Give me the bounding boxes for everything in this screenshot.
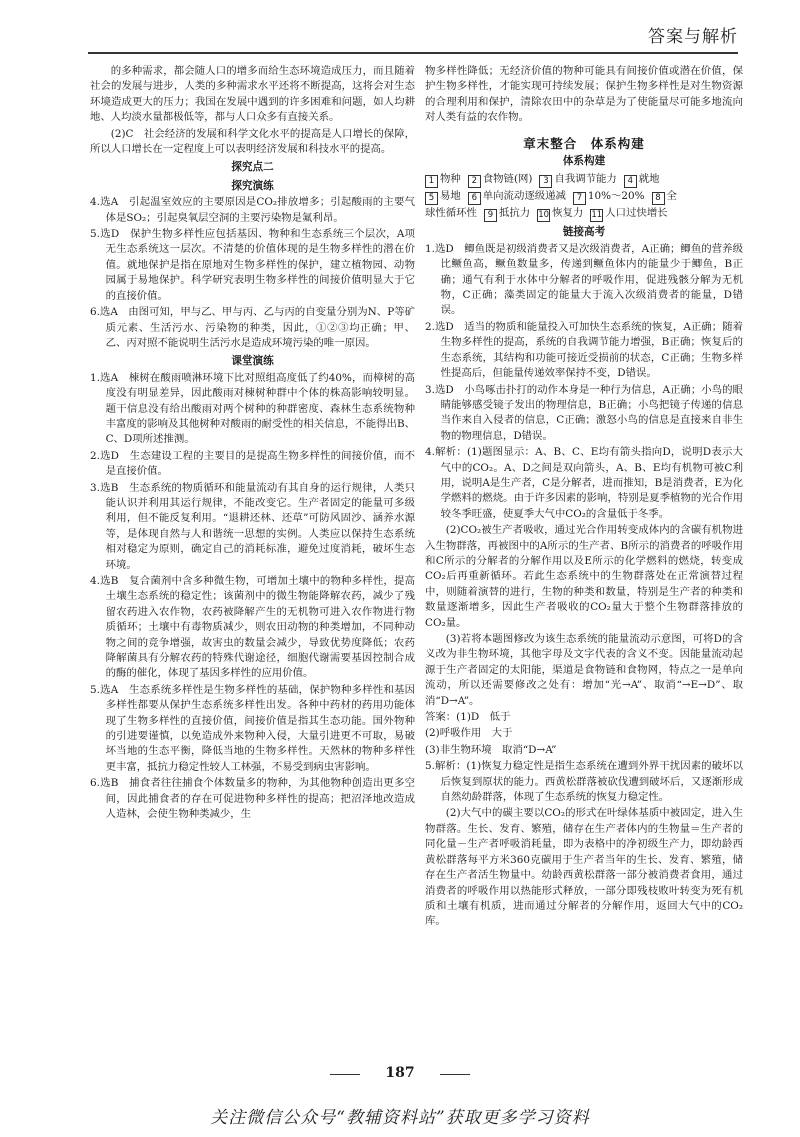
answer-item: 4.选A 引起温室效应的主要原因是CO₂排放增多；引起酸雨的主要气体是SO₂；引起臭氧层空洞的主要污染物是氟利昂。 (90, 196, 415, 224)
box-answer (537, 207, 583, 219)
answer-item: 3.选B 生态系统的物质循环和能量流动有其自身的运行规律，人类只能认识并利用其运行规律，不能改变它。生产者固定的能量可多级利用，但不能反复利用。“退耕还林、还草”可防风固沙、涵养水源等，是体现自然与人和谐统一思想的实例。人类应以保持生态系统相对稳定为原则，确定自己的消耗标准，避免过度消耗，破坏生态环境。 (90, 481, 415, 571)
number-box: 8 (652, 192, 665, 205)
box-answer-text: 就地 (638, 173, 660, 186)
answer-item: 1.选D 鲫鱼既是初级消费者又是次级消费者，A正确；鲫鱼的营养级比鳜鱼高，鳜鱼数量多，传递到鳜鱼体内的能量少于鲫鱼，B正确；通气有利于水体中分解者的呼吸作用，促进残骸分解为无机物，C正确；藻类固定的能量大于流入次级消费者的能量，D错误。 (425, 242, 743, 317)
box-answer-text: 球性循环性 (425, 207, 477, 220)
box-answer-text: 全 (666, 190, 677, 203)
answer-paragraph: (2)大气中的碳主要以CO₂的形式在叶绿体基质中被固定，进入生物群落。生长、发育、繁殖，储存在生产者体内的生物量＝生产者的同化量－生产者呼吸消耗量，即为表格中的净初级生产力，即幼龄西黄松群落每平方米360克碳用于生产者当年的生长、发育、繁殖，储存在生产者活生物量中。幼龄西黄松群落一部分被消费者食用，通过消费者的呼吸作用以热能形式释放，一部分即残枝败叶转变为死有机质和土壤有机质，进而通过分解者的分解作用，返回大气中的CO₂库。 (425, 807, 743, 928)
intro-paragraph: (2)C 社会经济的发展和科学文化水平的提高是人口增长的保障，所以人口增长在一定程度上可以表明经济发展和科技水平的提高。 (90, 127, 415, 156)
system-answers (425, 171, 743, 222)
box-answer (539, 173, 616, 185)
section-heading: 探究点二 (231, 161, 274, 174)
box-answer-text: 自我调节能力 (554, 173, 617, 186)
number-box: 4 (624, 175, 637, 188)
number-box: 9 (484, 209, 497, 222)
box-answer (425, 207, 477, 219)
answer-item: 4.选B 复合菌剂中含多种微生物，可增加土壤中的物种多样性，提高土壤生态系统的稳定性；该菌剂中的微生物能降解农药，减少了残留农药进入农作物，农药被降解产生的无机物可进入农作物进行物质循环；土壤中有毒物质减少，则农田动物的种类增加，不同种动物之间的竞争增强，故害虫的数量会减少，导致优势度降低；农药降解菌具有分解农药的特殊代谢途径，细胞代谢需要基因控制合成的酶的催化，体现了基因多样性的应用价值。 (90, 575, 415, 680)
left-column (90, 64, 415, 824)
box-answer-text: 人口过快增长 (605, 207, 668, 220)
box-answer-text: 抵抗力 (498, 207, 531, 220)
box-answer (573, 190, 645, 202)
box-answer (468, 190, 566, 202)
header-rule (88, 52, 738, 54)
chapter-heading: 章末整合 体系构建 (523, 135, 645, 151)
box-answer-text: 10%～20% (587, 190, 645, 203)
number-box: 10 (538, 210, 550, 221)
number-box: 6 (468, 192, 481, 205)
footer-note: 关注微信公众号“教辅资料站”获取更多学习资料 (210, 1108, 590, 1128)
number-box: 1 (425, 175, 438, 188)
answer-line: 答案：(1)D 低于 (425, 711, 511, 724)
number-box: 3 (539, 175, 552, 188)
subsection-heading: 探究演练 (231, 179, 274, 192)
answer-item: 3.选D 小鸟啄击扑打的动作本身是一种行为信息，A正确；小鸟的眼睛能够感受镜子发出的物理信息，B正确；小鸟把镜子传递的信息当作来自入侵者的信息，C正确；激怒小鸟的信息是直接来自非生物的物理信息，D错误。 (425, 383, 743, 442)
answer-item: 6.选A 由图可知，甲与乙、甲与丙、乙与丙的自变量分别为N、P等矿质元素、生活污水、污染物的种类，因此，①②③均正确；甲、乙、丙对照不能说明生活污水是造成环境污染的唯一原因。 (90, 306, 415, 349)
box-answer (484, 207, 530, 219)
box-answer (652, 190, 677, 202)
page-number: 187 (385, 1065, 415, 1081)
number-box: 5 (425, 192, 438, 205)
answer-item: 2.选D 生态建设工程的主要目的是提高生物多样性的间接价值，而不是直接价值。 (90, 449, 415, 478)
box-answer-text: 物种 (440, 173, 461, 186)
section-heading: 课堂演练 (231, 355, 274, 368)
answer-paragraph: (2)CO₂被生产者吸收，通过光合作用转变成体内的含碳有机物进入生物群落，再被图中的A所示的生产者、B所示的消费者的呼吸作用和C所示的分解者的分解作用以及E所示的化学燃料的燃烧，转变成CO₂后再重新循环。若此生态系统中的生物群落处在正常演替过程中，则随着演替的进行，生物的种类和数量，特别是生产者的种类和数量逐渐增多，因此生产者吸收的CO₂量大于整个生物群落排放的CO₂量。 (425, 524, 743, 629)
page-header (0, 0, 800, 60)
page-number-rule (440, 1074, 470, 1075)
answer-line: (2)呼吸作用 大于 (425, 727, 513, 740)
box-line (425, 205, 743, 222)
box-answer-text: 易地 (440, 190, 461, 203)
box-answer-text: 单向流动逐级递减 (482, 190, 566, 203)
number-box: 2 (468, 175, 481, 188)
answer-item: 2.选D 适当的物质和能量投入可加快生态系统的恢复，A正确；随着生物多样性的提高，系统的自我调节能力增强，B正确；恢复后的生态系统，其结构和功能可接近受损前的状态，C正确；生物多样性提高后，但能量传递效率保持不变，D错误。 (425, 320, 743, 380)
continued-paragraph: 物多样性降低；无经济价值的物种可能具有间接价值或潜在价值，保护生物多样性，才能实现可持续发展；保护生物多样性是对生物资源的合理利用和保护，清除农田中的杂草是为了使能量尽可能多地流向对人类有益的农作物。 (425, 65, 743, 124)
header-title: 答案与解析 (648, 27, 738, 47)
answer-line: (3)非生物环境 取消“D→A” (425, 743, 557, 756)
box-answer (425, 190, 461, 202)
answer-item: 6.选B 捕食者往往捕食个体数量多的物种，为其他物种创造出更多空间，因此捕食者的存在可促进物种多样性的提高；把沼泽地改造成人造林，会使生物种类减少，生 (90, 777, 415, 821)
answer-item: 4.解析：(1)题图显示：A、B、C、E均有箭头指向D，说明D表示大气中的CO₂。A、D之间是双向箭头，A、B、E均有机物可被C利用，说明A是生产者，C是分解者，进而推知，B是消费者，E为化学燃料的燃烧。由于许多因素的影响，特别是夏季植物的光合作用较冬季旺盛，使夏季大气中CO₂的含量低于冬季。 (425, 446, 743, 520)
number-box: 7 (573, 192, 586, 205)
answer-item: 5.选D 保护生物多样性应包括基因、物种和生态系统三个层次，A项无生态系统这一层次。不清楚的价值体现的是生物多样性的潜在价值。就地保护是指在原地对生物多样性的保护，建立植物园、动物园属于易地保护。科学研究表明生物多样性的间接价值明显大于它的直接价值。 (90, 228, 415, 302)
box-answer (590, 207, 667, 219)
section-heading: 体系构建 (562, 155, 606, 168)
right-column (425, 64, 743, 931)
answer-item: 1.选A 棟树在酸雨喷淋环境下比对照组高度低了约40%，而樟树的高度没有明显差异，因此酸雨对棟树种群中个体的株高影响较明显。题干信息没有给出酸雨对两个树种的种群密度、森林生态系统物种丰富度的影响及其他树种对酸雨的耐受性的相关信息，不能得出B、C、D项所述推测。 (90, 371, 415, 446)
box-answer (425, 173, 461, 185)
box-line (425, 188, 743, 205)
answer-item: 5.解析：(1)恢复力稳定性是指生态系统在遭到外界干扰因素的破坏以后恢复到原状的能力。西黄松群落被砍伐遭到破坏后，又逐渐形成自然幼龄群落，体现了生态系统的恢复力稳定性。 (425, 760, 743, 804)
box-answer-text: 食物链(网) (482, 173, 533, 186)
number-box: 11 (591, 210, 603, 221)
answer-paragraph: (3)若将本题图修改为该生态系统的能量流动示意图，可将D的含义改为非生物环境，其他字母及文字代表的含义不变。因能量流动起源于生产者固定的太阳能，渠道是食物链和食物网，特点之一是单向流动，所以还需要修改之处有：增加“光→A”、取消“→E→D”、取消“D→A”。 (425, 633, 743, 707)
box-line (425, 171, 743, 188)
intro-paragraph: 的多种需求，都会随人口的增多而给生态环境造成压力，而且随着社会的发展与进步，人类的多种需求水平还将不断提高，这将会对生态环境造成更大的压力；我国在发展中遇到的许多困难和问题，如人均耕地、人均淡水量都极低等，都与人口众多有直接关系。 (90, 65, 415, 124)
answer-item: 5.选A 生态系统多样性是生物多样性的基础，保护物种多样性和基因多样性都要从保护生态系统多样性出发。各种中药材的药用功能体现了生物多样性的直接价值，间接价值是指其生态功能。国外物种的引进要谨慎，以免造成外来物种入侵，大量引进更不可取，易破坏当地的生态平衡，降低当地的生物多样性。天然林的物种多样性更丰富，抵抗力稳定性较人工林强，不易受到病虫害影响。 (90, 683, 415, 773)
box-answer (624, 173, 660, 185)
box-answer (468, 173, 533, 185)
box-answer-text: 恢复力 (552, 207, 584, 220)
section-heading: 链接高考 (562, 226, 606, 239)
